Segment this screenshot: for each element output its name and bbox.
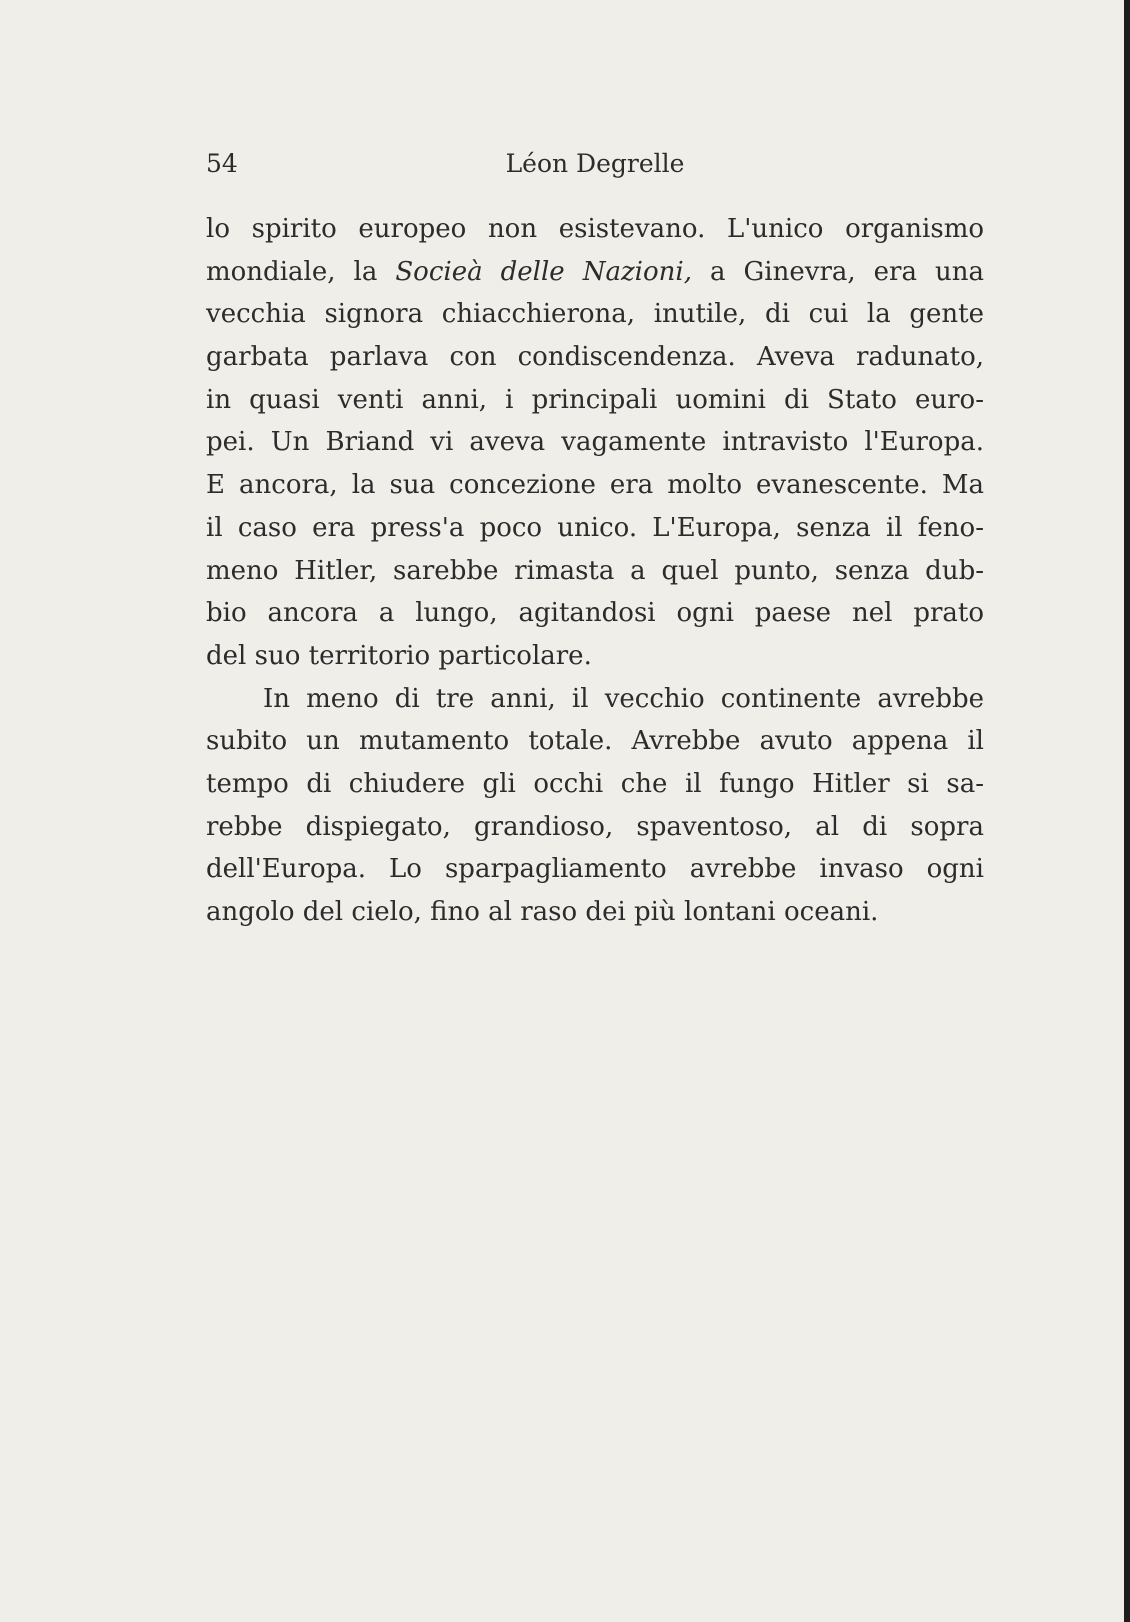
- text-line: pei. Un Briand vi aveva vagamente intravisto l'Europa.: [206, 427, 984, 458]
- page-edge: [1124, 0, 1130, 1622]
- paragraph-1: [206, 208, 984, 678]
- body-text: [206, 208, 984, 934]
- text-line-start: mondiale, la: [206, 256, 396, 287]
- text-line: garbata parlava con condiscendenza. Aveva radunato,: [206, 342, 984, 373]
- text-line: tempo di chiudere gli occhi che il fungo Hitler si sa-: [206, 768, 984, 799]
- text-line: E ancora, la sua concezione era molto evanescente. Ma: [206, 470, 984, 501]
- text-line: angolo del cielo, fino al raso dei più lontani oceani.: [206, 897, 879, 927]
- text-line: [206, 251, 984, 294]
- text-line: del suo territorio particolare.: [206, 640, 592, 671]
- text-line: lo spirito europeo non esistevano. L'unico organismo: [206, 214, 984, 244]
- italic-title: Socieà delle Nazioni,: [395, 256, 692, 287]
- text-line: il caso era press'a poco unico. L'Europa, senza il feno-: [206, 512, 984, 543]
- page-number: 54: [206, 149, 238, 178]
- text-line: in quasi venti anni, i principali uomini di Stato euro-: [206, 384, 984, 415]
- text-line: dell'Europa. Lo sparpagliamento avrebbe invaso ogni: [206, 854, 984, 885]
- text-line-end: a Ginevra, era una: [691, 256, 985, 287]
- text-line: bio ancora a lungo, agitandosi ogni paese nel prato: [206, 598, 984, 629]
- text-line: rebbe dispiegato, grandioso, spaventoso, al di sopra: [206, 811, 984, 842]
- text-line: meno Hitler, sarebbe rimasta a quel punto, senza dub-: [206, 555, 984, 586]
- paragraph-2: [206, 678, 984, 934]
- text-line: In meno di tre anni, il vecchio continente avrebbe: [263, 683, 984, 714]
- text-line: subito un mutamento totale. Avrebbe avuto appena il: [206, 726, 984, 757]
- text-line: vecchia signora chiacchierona, inutile, di cui la gente: [206, 299, 984, 330]
- running-head: Léon Degrelle: [505, 149, 685, 178]
- page-header: [206, 146, 984, 182]
